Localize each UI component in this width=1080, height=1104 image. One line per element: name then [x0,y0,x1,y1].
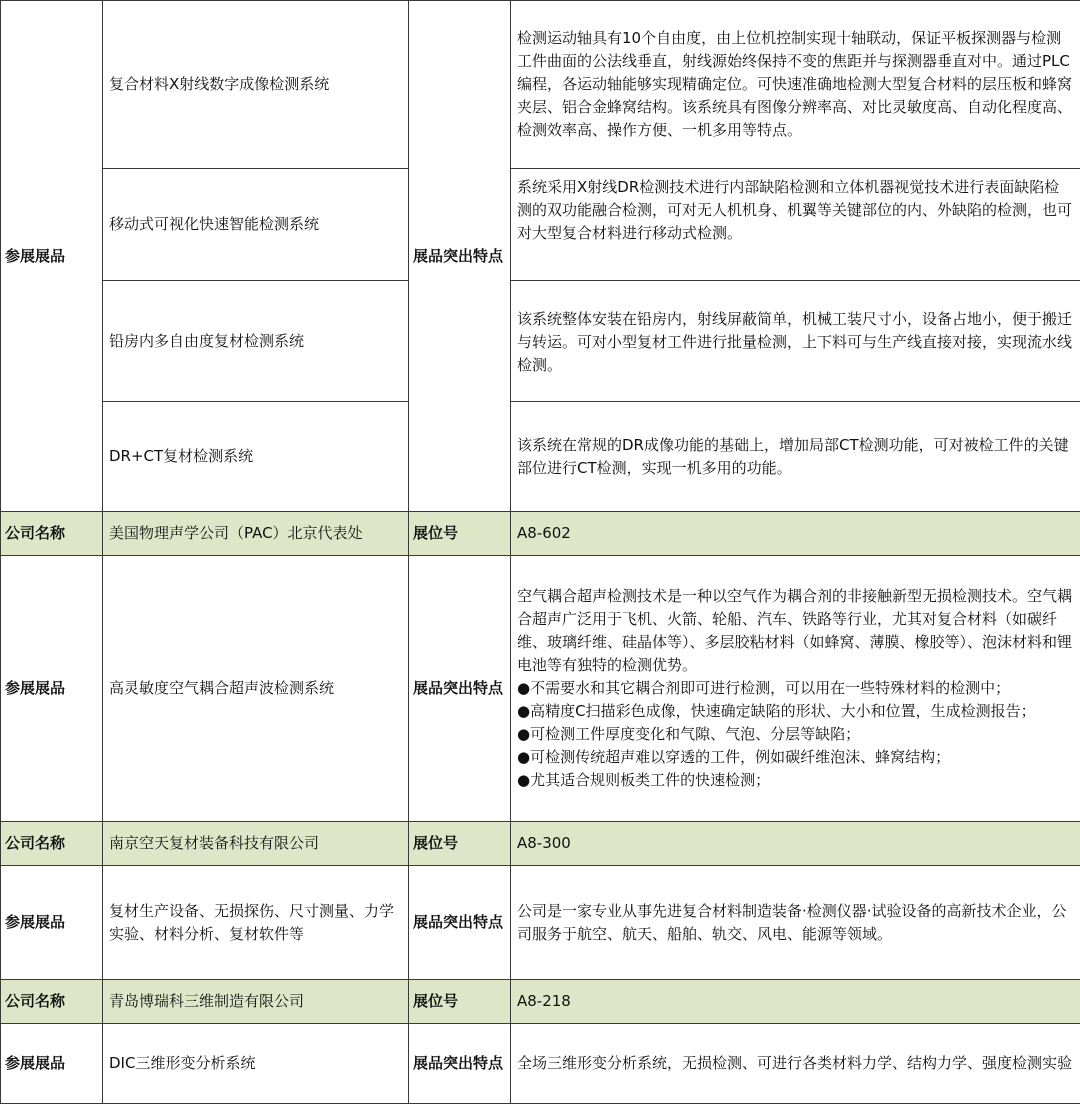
product-description: 系统采用X射线DR检测技术进行内部缺陷检测和立体机器视觉技术进行表面缺陷检测的双功能融合检测，可对无人机机身、机翼等关键部位的内、外缺陷的检测，也可对大型复合材料进行移动式检测。 [511,169,1080,281]
booth-label: 展位号 [409,512,511,556]
product-name: 铅房内多自由度复材检测系统 [103,281,409,402]
feature-bullet: ●不需要水和其它耦合剂即可进行检测，可以用在一些特殊材料的检测中； [517,677,1074,700]
table-row [1,281,1080,402]
table-row [1,556,1080,822]
feature-bullet: ●尤其适合规则板类工件的快速检测； [517,769,1074,792]
booth-number: A8-218 [511,980,1080,1024]
exhibits-label: 参展展品 [1,1,103,512]
product-description: 检测运动轴具有10个自由度，由上位机控制实现十轴联动，保证平板探测器与检测工件曲面的公法线垂直，射线源始终保持不变的焦距并与探测器垂直对中。通过PLC编程，各运动轴能够实现精确定位。可快速准确地检测大型复合材料的层压板和蜂窝夹层、铝合金蜂窝结构。该系统具有图像分辨率高、对比灵敏度高、自动化程度高、检测效率高、操作方便、一机多用等特点。 [511,1,1080,169]
company-label: 公司名称 [1,822,103,866]
features-label: 展品突出特点 [409,556,511,822]
company-name: 美国物理声学公司（PAC）北京代表处 [103,512,409,556]
company-label: 公司名称 [1,512,103,556]
company-name: 南京空天复材装备科技有限公司 [103,822,409,866]
feature-bullet: ●高精度C扫描彩色成像，快速确定缺陷的形状、大小和位置，生成检测报告； [517,700,1074,723]
feature-bullet: ●可检测传统超声难以穿透的工件，例如碳纤维泡沫、蜂窝结构； [517,746,1074,769]
company-row [1,512,1080,556]
product-name: 复合材料X射线数字成像检测系统 [103,1,409,169]
product-name: 移动式可视化快速智能检测系统 [103,169,409,281]
description-intro: 空气耦合超声检测技术是一种以空气作为耦合剂的非接触新型无损检测技术。空气耦合超声广泛用于飞机、火箭、轮船、汽车、铁路等行业，尤其对复合材料（如碳纤维、玻璃纤维、硅晶体等）、多层胶粘材料（如蜂窝、薄膜、橡胶等）、泡沫材料和锂电池等有独特的检测优势。 [517,585,1074,677]
exhibits-label: 参展展品 [1,556,103,822]
booth-label: 展位号 [409,980,511,1024]
company-row [1,822,1080,866]
booth-label: 展位号 [409,822,511,866]
product-description: 全场三维形变分析系统，无损检测、可进行各类材料力学、结构力学、强度检测实验 [511,1024,1080,1104]
product-name: DIC三维形变分析系统 [103,1024,409,1104]
exhibits-label: 参展展品 [1,1024,103,1104]
feature-bullet: ●可检测工件厚度变化和气隙、气泡、分层等缺陷； [517,723,1074,746]
product-description: 该系统在常规的DR成像功能的基础上，增加局部CT检测功能，可对被检工件的关键部位进行CT检测，实现一机多用的功能。 [511,402,1080,512]
company-label: 公司名称 [1,980,103,1024]
features-label: 展品突出特点 [409,866,511,980]
exhibits-label: 参展展品 [1,866,103,980]
product-name: 高灵敏度空气耦合超声波检测系统 [103,556,409,822]
features-label: 展品突出特点 [409,1,511,512]
company-row [1,980,1080,1024]
table-row [1,1,1080,169]
features-label: 展品突出特点 [409,1024,511,1104]
table-row [1,866,1080,980]
table-row [1,1024,1080,1104]
company-name: 青岛博瑞科三维制造有限公司 [103,980,409,1024]
product-description: 公司是一家专业从事先进复合材料制造装备·检测仪器·试验设备的高新技术企业，公司服务于航空、航天、船舶、轨交、风电、能源等领域。 [511,866,1080,980]
product-description [511,556,1080,822]
table-row [1,169,1080,281]
booth-number: A8-300 [511,822,1080,866]
product-description: 该系统整体安装在铅房内，射线屏蔽简单，机械工装尺寸小，设备占地小，便于搬迁与转运。可对小型复材工件进行批量检测，上下料可与生产线直接对接，实现流水线检测。 [511,281,1080,402]
booth-number: A8-602 [511,512,1080,556]
table-row [1,402,1080,512]
product-name: DR+CT复材检测系统 [103,402,409,512]
product-name: 复材生产设备、无损探伤、尺寸测量、力学实验、材料分析、复材软件等 [103,866,409,980]
